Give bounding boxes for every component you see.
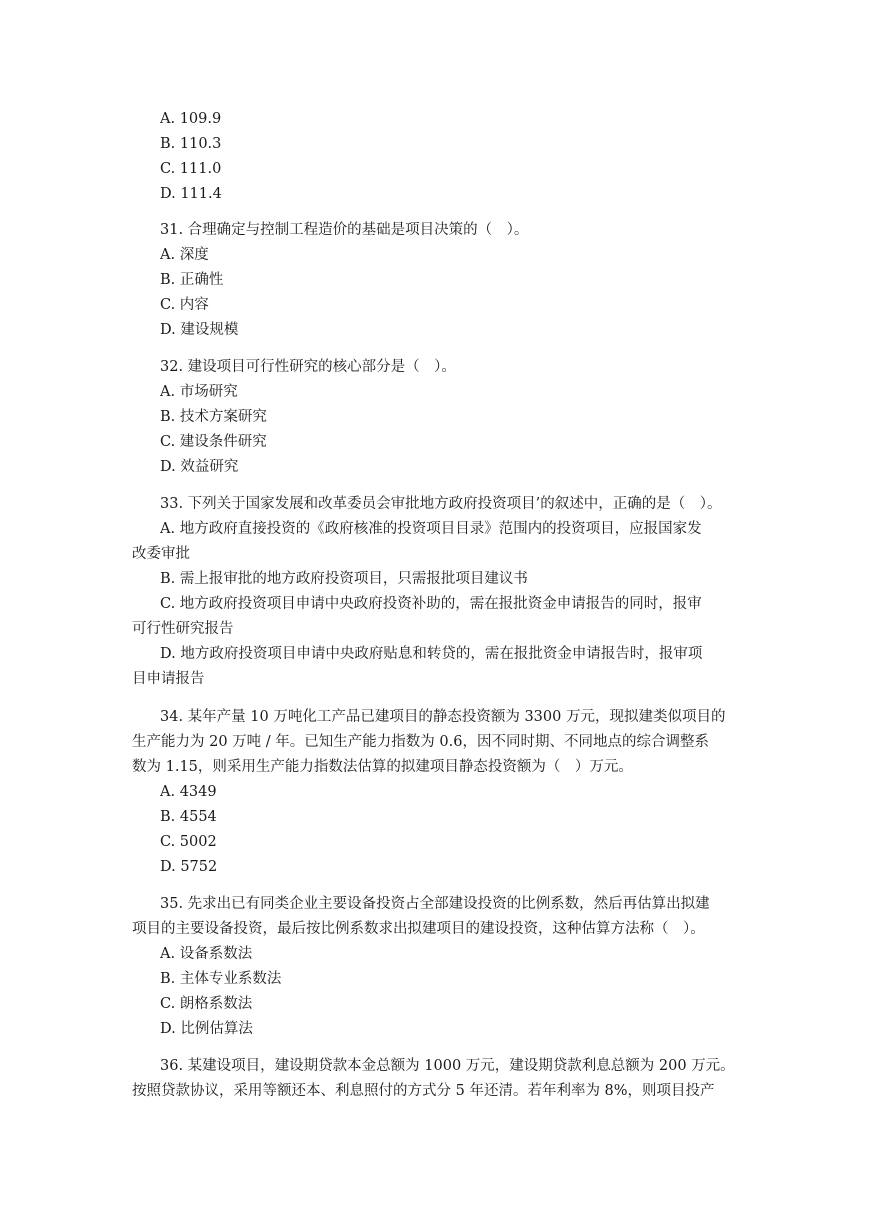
q33-option-a-line2: 改委审批 — [132, 546, 190, 562]
q36-stem-line1: 36. 某建设项目，建设期贷款本金总额为 1000 万元，建设期贷款利息总额为 200 万元。 — [160, 1058, 735, 1074]
q30-option-d: D. 111.4 — [160, 186, 222, 202]
q33-option-a-line1: A. 地方政府直接投资的《政府核准的投资项目目录》范围内的投资项目，应报国家发 — [160, 521, 702, 537]
q32-stem: 32. 建设项目可行性研究的核心部分是（ ）。 — [160, 359, 456, 375]
q33-stem: 33. 下列关于国家发展和改革委员会审批地方政府投资项目’的叙述中，正确的是（ ）。 — [160, 496, 722, 512]
q35-stem-line2: 项目的主要设备投资，最后按比例系数求出拟建项目的建设投资，这种估算方法称（ ）。 — [132, 921, 705, 937]
q30-option-c: C. 111.0 — [160, 161, 222, 177]
q31-stem: 31. 合理确定与控制工程造价的基础是项目决策的（ ）。 — [160, 222, 529, 238]
q34-stem-line2: 生产能力为 20 万吨 / 年。已知生产能力指数为 0.6，因不同时期、不同地点的综合调整系 — [132, 734, 709, 750]
q33-option-d-line2: 目申请报告 — [132, 671, 205, 687]
q30-option-a: A. 109.9 — [160, 111, 222, 127]
q34-stem-line3: 数为 1.15，则采用生产能力指数法估算的拟建项目静态投资额为（ ）万元。 — [132, 759, 633, 775]
q34-stem-line1: 34. 某年产量 10 万吨化工产品已建项目的静态投资额为 3300 万元，现拟建类似项目的 — [160, 709, 726, 725]
q33-option-d-line1: D. 地方政府投资项目申请中央政府贴息和转贷的，需在报批资金申请报告时，报审项 — [160, 646, 703, 662]
q31-option-a: A. 深度 — [160, 247, 209, 263]
q35-option-c: C. 朗格系数法 — [160, 996, 253, 1012]
q35-option-b: B. 主体专业系数法 — [160, 971, 282, 987]
q32-option-d: D. 效益研究 — [160, 459, 239, 475]
q33-option-c-line1: C. 地方政府投资项目申请中央政府投资补助的，需在报批资金申请报告的同时，报审 — [160, 596, 702, 612]
q30-option-b: B. 110.3 — [160, 136, 222, 152]
q34-option-a: A. 4349 — [160, 784, 217, 800]
q33-option-c-line2: 可行性研究报告 — [132, 621, 234, 637]
q35-stem-line1: 35. 先求出已有同类企业主要设备投资占全部建设投资的比例系数，然后再估算出拟建 — [160, 896, 710, 912]
q35-option-a: A. 设备系数法 — [160, 946, 253, 962]
q32-option-c: C. 建设条件研究 — [160, 434, 267, 450]
q32-option-a: A. 市场研究 — [160, 384, 238, 400]
q32-option-b: B. 技术方案研究 — [160, 409, 267, 425]
q31-option-c: C. 内容 — [160, 297, 209, 313]
q31-option-d: D. 建设规模 — [160, 322, 239, 338]
q34-option-b: B. 4554 — [160, 809, 217, 825]
q34-option-d: D. 5752 — [160, 859, 218, 875]
q36-stem-line2: 按照贷款协议，采用等额还本、利息照付的方式分 5 年还清。若年利率为 8%，则项目投产 — [132, 1083, 715, 1099]
q33-option-b: B. 需上报审批的地方政府投资项目，只需报批项目建议书 — [160, 571, 528, 587]
q35-option-d: D. 比例估算法 — [160, 1021, 253, 1037]
q31-option-b: B. 正确性 — [160, 272, 224, 288]
q34-option-c: C. 5002 — [160, 834, 217, 850]
